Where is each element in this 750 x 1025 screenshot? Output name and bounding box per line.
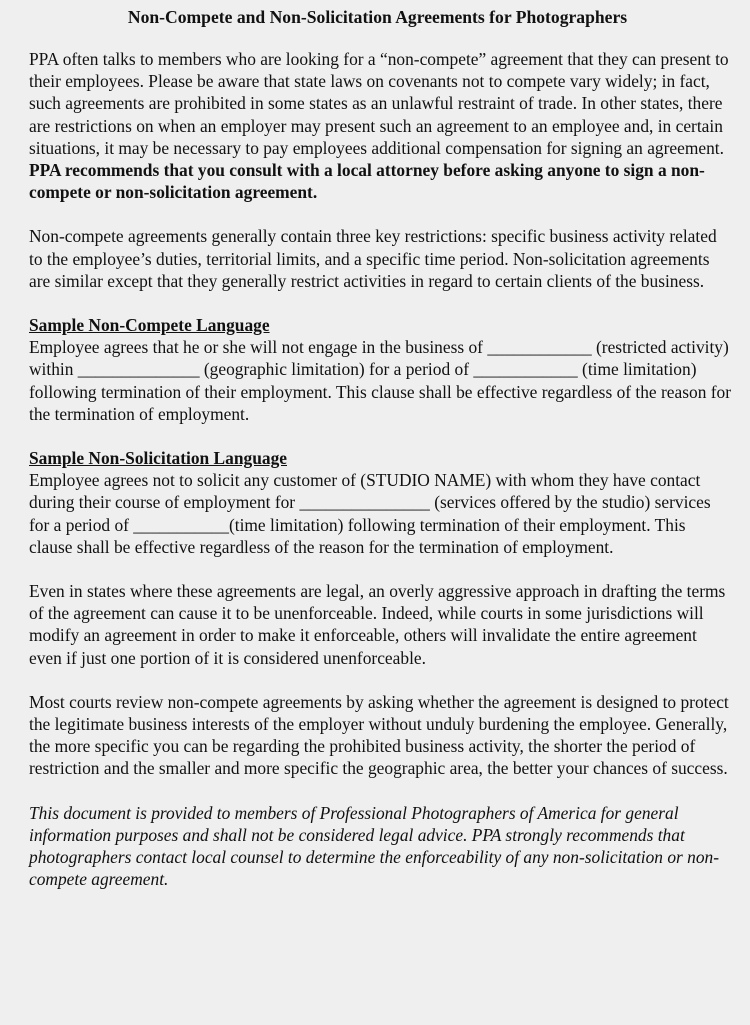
enforceability-paragraph: Even in states where these agreements are legal, an overly aggressive approach in drafting the terms of the agreement can cause it to be unenforceable. Indeed, while courts in some jurisdictions will modify an agreement in order to make it enforceable, others will invalidate the entire agreement even if just one portion of it is considered unenforceable. <box>29 581 726 668</box>
non-solicitation-section <box>29 447 732 558</box>
non-solicitation-heading: Sample Non-Solicitation Language <box>29 448 287 469</box>
non-compete-text: Employee agrees that he or she will not engage in the business of ____________ (restricted activity) within ______________ (geographic limitation) for a period of ____________ (time limitation) following termination of their employment. This clause shall be effective regardless of the reason for the termination of employment. <box>29 337 732 424</box>
intro-text: PPA often talks to members who are looking for a “non-compete” agreement that they can present to their employees. Please be aware that state laws on covenants not to compete vary widely; in fact, such agreements are prohibited in some states as an unlawful restraint of trade. In other states, there are restrictions on when an employer may present such an agreement to an employee and, in certain situations, it may be necessary to pay employees additional compensation for signing an agreement. <box>29 49 729 158</box>
document-title: Non-Compete and Non-Solicitation Agreements for Photographers <box>127 7 628 27</box>
courts-paragraph: Most courts review non-compete agreements by asking whether the agreement is designed to protect the legitimate business interests of the employer without unduly burdening the employee. Generally, the more specific you can be regarding the prohibited business activity, the shorter the period of restriction and the smaller and more specific the geographic area, the better your chances of success. <box>29 691 729 779</box>
restrictions-paragraph: Non-compete agreements generally contain three key restrictions: specific business activity related to the employee’s duties, territorial limits, and a specific time period. Non-solicitation agreements are similar except that they generally restrict activities in regard to certain clients of the business. <box>29 226 717 291</box>
non-compete-heading: Sample Non-Compete Language <box>29 315 270 336</box>
disclaimer-text: This document is provided to members of Professional Photographers of America for general information purposes and shall not be considered legal advice. PPA strongly recommends that photographers contact local counsel to determine the enforceability of any non-solicitation or non-compete agreement. <box>29 802 720 890</box>
non-compete-section <box>29 314 732 425</box>
disclaimer-paragraph <box>29 802 732 891</box>
non-solicitation-text: Employee agrees not to solicit any customer of (STUDIO NAME) with whom they have contact during their course of employment for _______________ (services offered by the studio) services for a period of ___________(time limitation) following termination of their employment. This clause shall be effective regardless of the reason for the termination of employment. <box>29 470 711 557</box>
intro-paragraph <box>29 48 732 203</box>
intro-recommendation: PPA recommends that you consult with a local attorney before asking anyone to sign a non-compete or non-solicitation agreement. <box>29 160 705 203</box>
